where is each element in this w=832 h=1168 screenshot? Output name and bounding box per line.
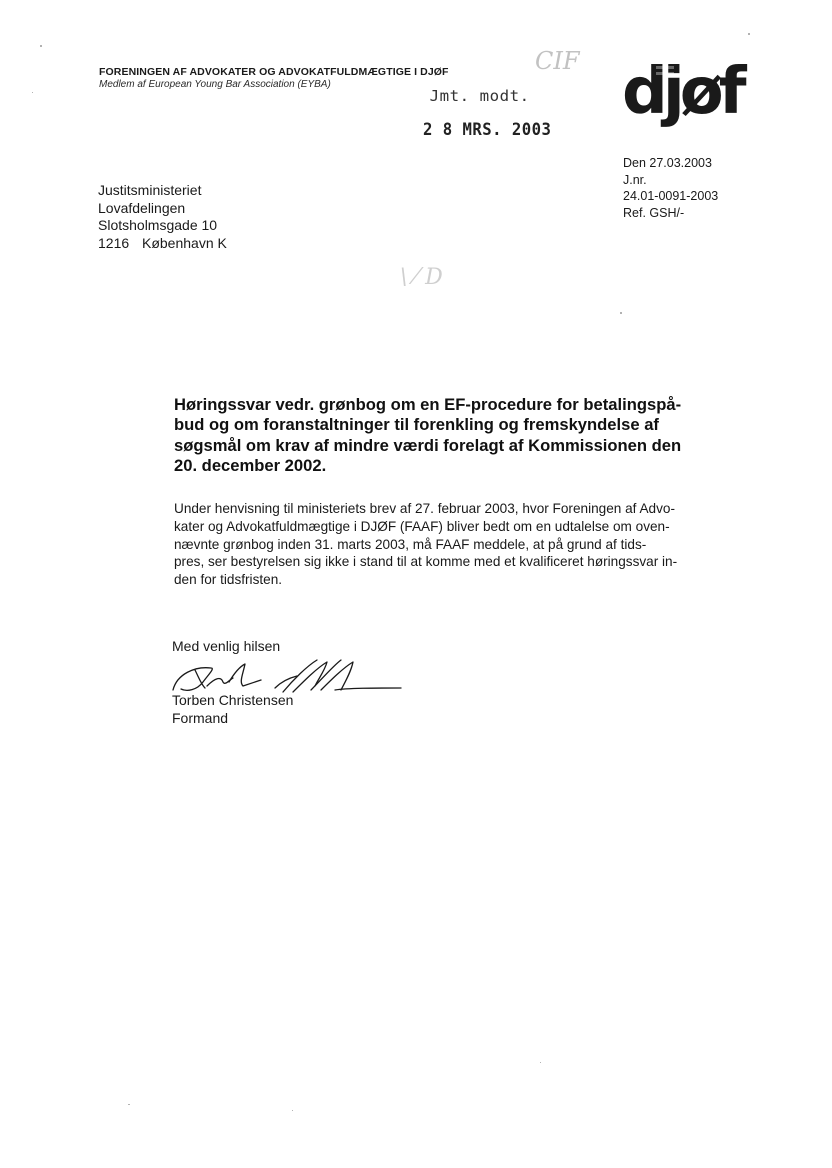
letter-date: Den 27.03.2003 bbox=[623, 156, 712, 170]
recipient-line-1: Justitsministeriet bbox=[98, 182, 202, 198]
received-stamp-label: Jmt. modt. bbox=[429, 87, 530, 105]
body-line-2: kater og Advokatfuldmægtige i DJØF (FAAF) bliver bedt om en udtalelse om oven- bbox=[174, 518, 670, 534]
scan-speck bbox=[40, 45, 42, 47]
body-line-3: nævnte grønbog inden 31. marts 2003, må FAAF meddele, at på grund af tids- bbox=[174, 536, 647, 552]
reference-block bbox=[623, 155, 718, 221]
body-line-4: pres, ser bestyrelsen sig ikke i stand til at komme med et kvalificeret høringssvar in- bbox=[174, 554, 678, 570]
subject-line-1: Høringssvar vedr. grønbog om en EF-procedure for betalingspå- bbox=[174, 395, 682, 414]
recipient-city-line bbox=[98, 235, 227, 253]
received-stamp-date: 2 8 MRS. 2003 bbox=[423, 120, 552, 140]
scan-speck bbox=[620, 312, 622, 314]
recipient-city: København K bbox=[142, 234, 227, 251]
journal-number: 24.01-0091-2003 bbox=[623, 189, 719, 203]
closing-greeting: Med venlig hilsen bbox=[172, 638, 281, 654]
organization-name: FORENINGEN AF ADVOKATER OG ADVOKATFULDMÆGTIGE I DJØF bbox=[99, 66, 449, 78]
scan-speck bbox=[292, 1110, 293, 1111]
djof-logo-text: djøf bbox=[622, 55, 742, 129]
recipient-address bbox=[98, 182, 227, 252]
subject-heading bbox=[174, 395, 744, 477]
scan-speck bbox=[540, 1062, 541, 1063]
reference-initials: Ref. GSH/- bbox=[623, 205, 685, 220]
scan-speck bbox=[32, 92, 33, 93]
signer-name: Torben Christensen bbox=[172, 692, 294, 708]
body-line-1: Under henvisning til ministeriets brev af 27. februar 2003, hvor Foreningen af Advo- bbox=[174, 501, 675, 516]
journal-label: J.nr. bbox=[623, 172, 647, 187]
organization-membership: Medlem af European Young Bar Association (EYBA) bbox=[99, 79, 331, 90]
subject-line-4: 20. december 2002. bbox=[174, 456, 327, 476]
recipient-line-3: Slotsholmsgade 10 bbox=[98, 217, 218, 233]
marginal-mark: CIF bbox=[535, 47, 580, 75]
djof-logo bbox=[620, 55, 748, 137]
recipient-postal-code: 1216 bbox=[98, 234, 130, 251]
scan-speck bbox=[748, 33, 750, 35]
body-line-5: den for tidsfristen. bbox=[174, 572, 283, 588]
signer-title: Formand bbox=[172, 710, 229, 726]
body-paragraph bbox=[174, 500, 744, 589]
subject-line-3: søgsmål om krav af mindre værdi forelagt af Kommissionen den bbox=[174, 435, 682, 455]
subject-line-2: bud og om foranstaltninger til forenkling og fremskyndelse af bbox=[174, 415, 659, 435]
scan-speck bbox=[128, 1104, 130, 1105]
faint-center-mark: \ ⁄ D bbox=[400, 265, 443, 290]
recipient-line-2: Lovafdelingen bbox=[98, 199, 186, 216]
